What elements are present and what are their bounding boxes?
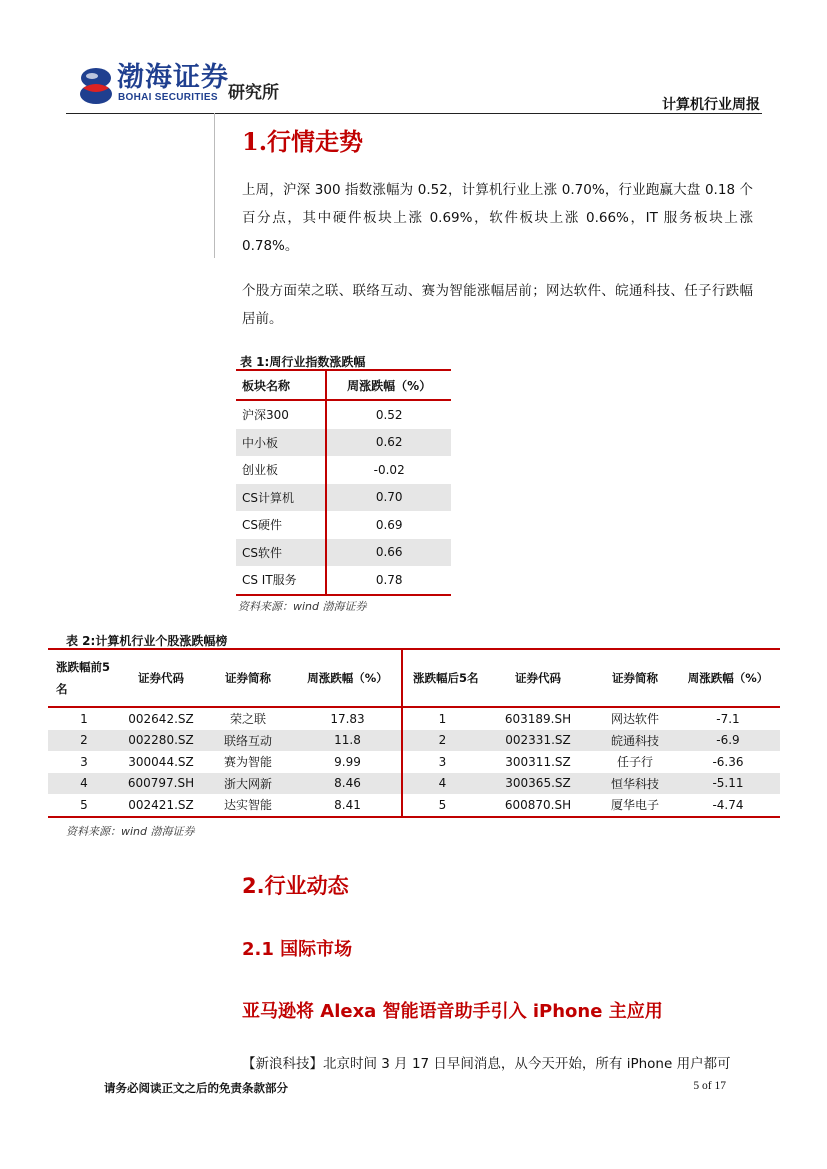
code-cell: 002280.SZ (120, 730, 202, 752)
sector-change: 0.52 (375, 407, 403, 422)
rank-cell: 3 (438, 754, 447, 769)
bohai-logo-icon (79, 66, 113, 106)
change-cell: 8.46 (294, 773, 402, 795)
table-row (236, 484, 451, 512)
table-row (48, 773, 780, 795)
code-cell: 300365.SZ (482, 773, 594, 795)
rank-cell: 3 (80, 754, 88, 769)
rank-cell: 4 (48, 773, 120, 795)
name-cell: 任子行 (616, 755, 653, 770)
sector-name: CS IT服务 (236, 566, 326, 595)
logo-english-name: BOHAI SECURITIES (118, 92, 218, 103)
header-divider (66, 113, 762, 114)
table-row (236, 400, 451, 429)
change-cell: -7.1 (716, 711, 740, 726)
code-cell: 600870.SH (504, 797, 572, 812)
table2-header-top5: 涨跌幅前5名 (48, 649, 120, 707)
table2-source: 资料来源：wind 渤海证券 (66, 825, 195, 838)
name-cell: 达实智能 (223, 798, 272, 813)
table2-header-change-2: 周涨跌幅（%） (676, 649, 780, 707)
name-cell: 荣之联 (229, 712, 266, 727)
code-cell: 002421.SZ (128, 797, 194, 812)
name-cell: 网达软件 (610, 712, 659, 727)
table-row (236, 456, 451, 484)
table-row (48, 730, 780, 752)
rank-cell: 1 (80, 711, 88, 726)
table2-caption: 表 2:计算机行业个股涨跌幅榜 (66, 634, 228, 648)
sector-change: 0.62 (326, 429, 451, 457)
table-row (48, 751, 780, 773)
table-row (48, 794, 780, 817)
institute-label: 研究所 (228, 83, 279, 103)
table-row (236, 429, 451, 457)
code-cell: 603189.SH (504, 711, 572, 726)
name-cell: 恒华科技 (594, 773, 676, 795)
table1-caption: 表 1:周行业指数涨跌幅 (240, 355, 366, 369)
table-row (48, 707, 780, 730)
rank-cell: 2 (48, 730, 120, 752)
rank-cell: 1 (438, 711, 447, 726)
table2-header-name-2: 证券简称 (594, 649, 676, 707)
code-cell: 002642.SZ (128, 711, 194, 726)
change-cell: 11.8 (294, 730, 402, 752)
change-cell: -6.36 (712, 754, 744, 769)
change-cell: -5.11 (676, 773, 780, 795)
code-cell: 300311.SZ (505, 754, 571, 769)
name-cell: 皖通科技 (594, 730, 676, 752)
table2-header-bottom5: 涨跌幅后5名 (402, 649, 482, 707)
sector-change: 0.70 (326, 484, 451, 512)
change-cell: 17.83 (294, 707, 402, 730)
change-cell: -4.74 (712, 797, 744, 812)
section1-paragraph-1: 上周，沪深 300 指数涨幅为 0.52，计算机行业上涨 0.70%，行业跑赢大盘 0.18 个百分点，其中硬件板块上涨 0.69%，软件板块上涨 0.66%，IT 服务板块上涨 0.78%。 (242, 182, 753, 254)
change-cell: 8.41 (294, 794, 402, 817)
sector-name: CS软件 (236, 539, 326, 567)
news-headline: 亚马逊将 Alexa 智能语音助手引入 iPhone 主应用 (242, 1001, 663, 1022)
code-cell: 300044.SZ (128, 754, 194, 769)
section-rule (214, 113, 215, 258)
table-row (236, 511, 451, 539)
table2-header-name: 证券简称 (202, 649, 294, 707)
code-cell: 600797.SH (120, 773, 202, 795)
table1-header-change: 周涨跌幅（%） (326, 370, 451, 400)
table-row (236, 539, 451, 567)
name-cell: 厦华电子 (610, 798, 659, 813)
name-cell: 浙大网新 (202, 773, 294, 795)
sector-change: 0.66 (326, 539, 451, 567)
sector-index-table (236, 369, 451, 596)
section1-paragraph-2: 个股方面荣之联、联络互动、赛为智能涨幅居前；网达软件、皖通科技、任子行跌幅居前。 (242, 283, 753, 327)
sector-name: 沪深300 (236, 400, 326, 429)
sector-change: -0.02 (373, 462, 405, 477)
section2-title: 2.行业动态 (242, 874, 349, 898)
rank-cell: 5 (438, 797, 447, 812)
table2-header-code: 证券代码 (120, 649, 202, 707)
sector-change: 0.69 (375, 517, 403, 532)
table1-source: 资料来源：wind 渤海证券 (238, 600, 367, 613)
sector-name: 创业板 (236, 456, 326, 484)
report-type: 计算机行业周报 (662, 97, 760, 113)
rank-cell: 5 (80, 797, 88, 812)
change-cell: -6.9 (676, 730, 780, 752)
page-number: 5 of 17 (693, 1080, 726, 1092)
rank-cell: 4 (402, 773, 482, 795)
table-row (236, 566, 451, 595)
table1-header-name: 板块名称 (236, 370, 326, 400)
sector-name: CS硬件 (236, 511, 326, 539)
footer-disclaimer: 请务必阅读正文之后的免责条款部分 (104, 1081, 288, 1095)
code-cell: 002331.SZ (482, 730, 594, 752)
logo-chinese-name: 渤海证券 (117, 62, 229, 93)
sector-name: CS计算机 (236, 484, 326, 512)
change-cell: 9.99 (294, 751, 402, 773)
section1-title: 1.行情走势 (242, 127, 364, 156)
name-cell: 赛为智能 (223, 755, 272, 770)
stock-ranking-table (48, 648, 780, 818)
rank-cell: 2 (402, 730, 482, 752)
name-cell: 联络互动 (202, 730, 294, 752)
sector-change: 0.78 (375, 572, 403, 587)
news-text: 【新浪科技】北京时间 3 月 17 日早间消息，从今天开始，所有 iPhone 用户都可 (242, 1056, 731, 1072)
section2-subtitle: 2.1 国际市场 (242, 939, 353, 960)
table2-header-code-2: 证券代码 (482, 649, 594, 707)
sector-name: 中小板 (236, 429, 326, 457)
table2-header-change: 周涨跌幅（%） (294, 649, 402, 707)
